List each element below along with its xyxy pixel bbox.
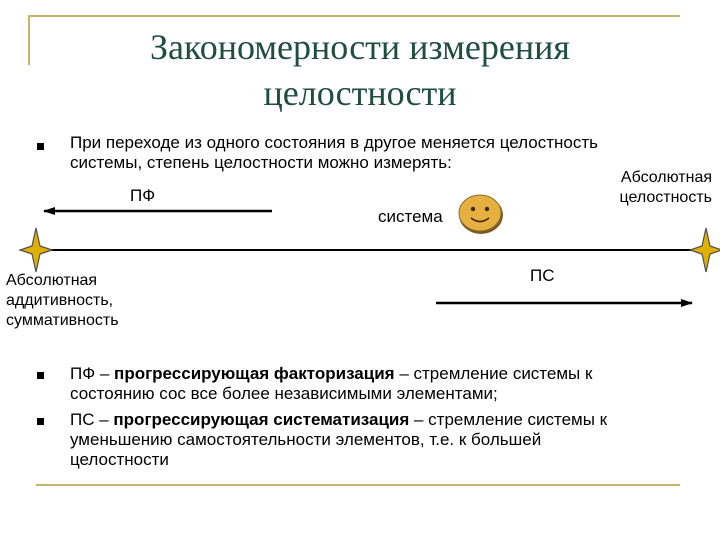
title-line-2: целостности <box>263 73 457 113</box>
definition-pf-suffix: – стремление системы к <box>394 364 593 383</box>
definition-ps-term: прогрессирующая систематизация <box>113 410 410 429</box>
title-line-1: Закономерности измерения <box>150 27 570 67</box>
definition-pf <box>70 364 670 404</box>
smiley-icon <box>459 195 503 234</box>
definition-ps-line-1 <box>70 410 670 430</box>
label-pf: ПФ <box>130 186 156 205</box>
right-star-icon <box>690 228 720 272</box>
label-ps: ПС <box>530 266 555 285</box>
intro-line-2: системы, степень целостности можно измерять: <box>70 153 452 172</box>
definition-ps <box>70 410 670 470</box>
definition-pf-prefix: ПФ – <box>70 364 115 383</box>
intro-line-1: При переходе из одного состояния в другое меняется целостность <box>70 133 598 152</box>
bullet-icon <box>37 418 44 425</box>
label-absolute-integrity-line-1: Абсолютная <box>620 169 712 186</box>
label-absolute-additivity-line-1: Абсолютная <box>6 272 98 289</box>
label-absolute-additivity-line-3: суммативность <box>6 312 119 329</box>
label-absolute-integrity-line-2: целостность <box>619 189 712 206</box>
definition-pf-line-1 <box>70 364 670 384</box>
definition-ps-line-2: уменьшению самостоятельности элементов, т.е. к большей <box>70 430 542 449</box>
definition-pf-term: прогрессирующая факторизация <box>114 364 395 383</box>
left-star-icon <box>20 228 52 272</box>
definition-pf-line-2: состоянию сос все более независимыми элементами; <box>70 384 498 403</box>
label-absolute-additivity-line-2: аддитивность, <box>6 292 114 309</box>
definition-ps-line-3: целостности <box>70 450 169 469</box>
bullet-icon <box>37 372 44 379</box>
label-system: система <box>378 207 443 226</box>
definition-ps-prefix: ПС – <box>70 410 114 429</box>
definition-ps-suffix: – стремление системы к <box>409 410 608 429</box>
